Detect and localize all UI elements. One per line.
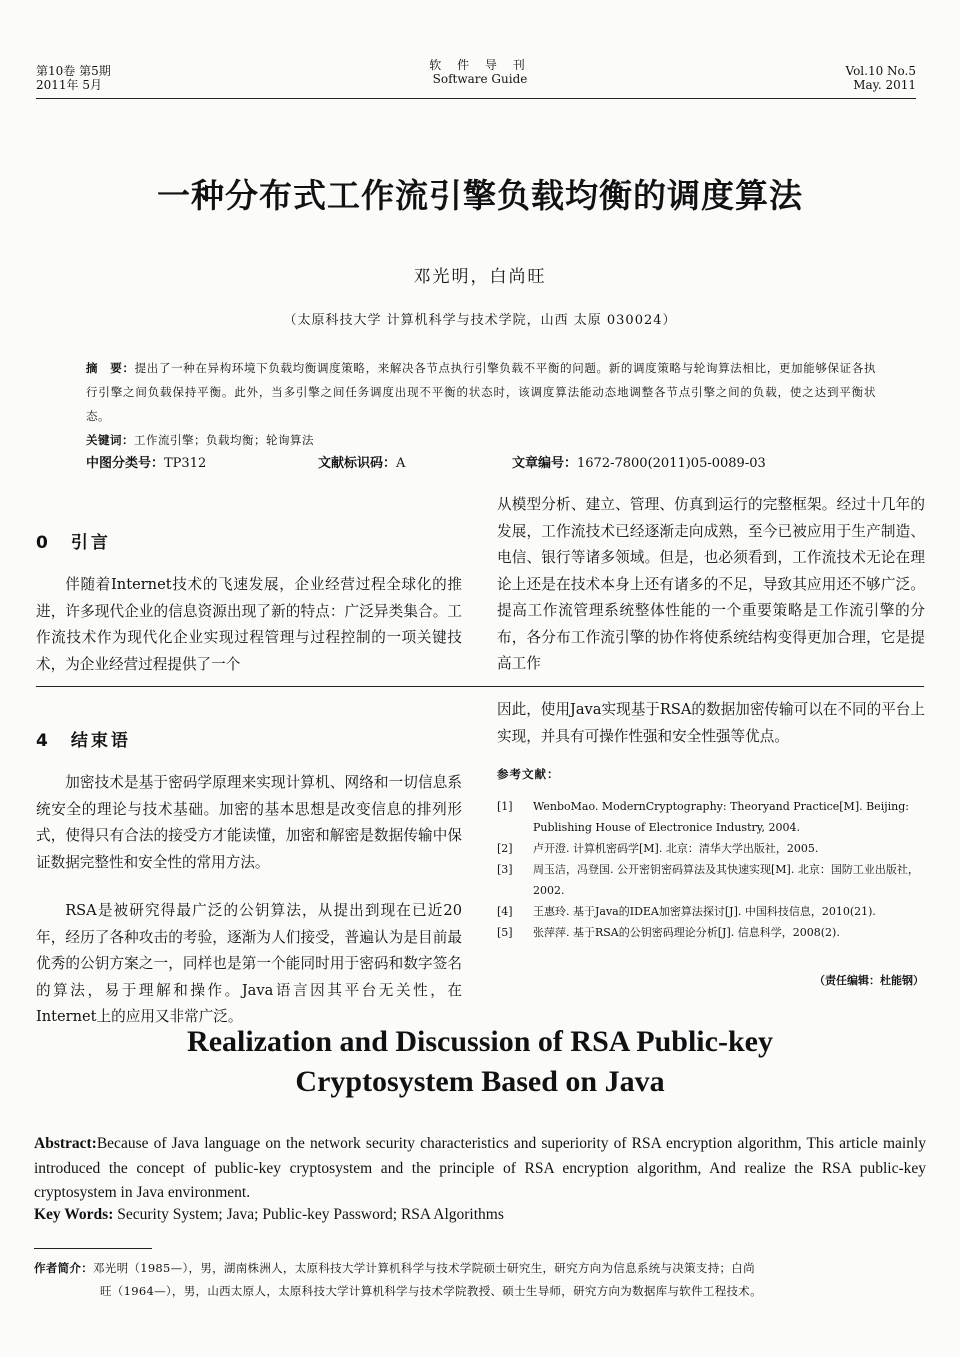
article-number <box>512 455 766 473</box>
reference-text: 周玉洁，冯登国. 公开密钥密码算法及其快速实现[M]. 北京：国防工业出版社，2002. <box>533 863 919 897</box>
clc-label: 中图分类号： <box>86 456 165 471</box>
reference-number: [3] <box>497 863 513 876</box>
header-journal-name <box>380 58 580 86</box>
keywords-en-label: Key Words: <box>34 1206 114 1223</box>
header-date-en: May. 2011 <box>853 78 916 92</box>
keywords-en-text: Security System; Java; Public-key Password; RSA Algorithms <box>113 1206 504 1223</box>
section-0-paragraph: 伴随着Internet技术的飞速发展，企业经营过程全球化的推进，许多现代企业的信息资源出现了新的特点：广泛异类集合。工作流技术作为现代化企业实现过程管理与过程控制的一项关键技术，为企业经营过程提供了一个 <box>36 576 462 673</box>
paper-authors: 邓光明，白尚旺 <box>413 267 547 287</box>
abstract-en-label: Abstract: <box>34 1135 97 1152</box>
references-list <box>497 796 925 943</box>
reference-text: 张萍萍. 基于RSA的公钥密码理论分析[J]. 信息科学，2008(2). <box>533 926 840 939</box>
footnote-line1: 邓光明（1985—），男，湖南株洲人，太原科技大学计算机科学与技术学院硕士研究生，研究方向为信息系统与决策支持；白尚 <box>93 1261 755 1275</box>
art-value: 1672-7800(2011)05-0089-03 <box>577 456 766 471</box>
reference-item <box>497 859 925 901</box>
keywords-cn <box>86 430 314 450</box>
section-4-heading: 4 结束语 <box>36 731 131 751</box>
clc-value: TP312 <box>164 456 207 471</box>
references-title: 参考文献： <box>497 767 560 781</box>
paper-title-en <box>0 1022 960 1102</box>
reference-text: 王惠玲. 基于Java的IDEA加密算法探讨[J]. 中国科技信息，2010(21). <box>533 905 876 918</box>
reference-item <box>497 796 925 838</box>
paper-affiliation: （太原科技大学 计算机科学与技术学院，山西 太原 030024） <box>283 313 677 328</box>
footnote-line2: 旺（1964—），男，山西太原人，太原科技大学计算机科学与技术学院教授、硕士生导师，研究方向为数据库与软件工程技术。 <box>100 1284 762 1298</box>
art-label: 文章编号： <box>512 456 578 471</box>
reference-item <box>497 901 925 922</box>
doc-value: A <box>396 456 406 471</box>
section-0-heading: 0 引言 <box>36 533 111 553</box>
abstract-en <box>34 1132 926 1206</box>
header-volume-info <box>36 64 111 92</box>
page-break-rule <box>36 686 924 687</box>
abstract-en-text: Because of Java language on the network security characteristics and superiority of RSA encryption algorithm, This article mainly introduced the concept of public-key cryptosystem and the principle of RSA encryption algorithm, And realize the RSA public-key cryptosystem in Java environment. <box>34 1135 926 1201</box>
footnote-rule <box>34 1248 152 1249</box>
keywords-cn-text: 工作流引擎；负载均衡；轮询算法 <box>134 433 314 447</box>
section-4-paragraph-1: 加密技术是基于密码学原理来实现计算机、网络和一切信息系统安全的理论与技术基础。加密的基本思想是改变信息的排列形式，使得只有合法的接受方才能读懂，加密和解密是数据传输中保证数据完整性和安全性的常用方法。 <box>36 774 462 871</box>
clc-number <box>86 455 206 473</box>
right-column-bottom-paragraph: 因此，使用Java实现基于RSA的数据加密传输可以在不同的平台上实现，并具有可操作性强和安全性强等优点。 <box>497 701 925 745</box>
reference-text: WenboMao. ModernCryptography: Theoryand Practice[M]. Beijing: Publishing House of Electronice Industry, 2004. <box>533 800 909 834</box>
author-footnote <box>34 1257 926 1303</box>
paper-title-en-line1: Realization and Discussion of RSA Public-key <box>187 1025 773 1058</box>
footnote-label: 作者简介： <box>34 1261 93 1275</box>
section-4-paragraph-2: RSA是被研究得最广泛的公钥算法，从提出到现在已近20年，经历了各种攻击的考验，逐渐为人们接受，普遍认为是目前最优秀的公钥方案之一，同样也是第一个能同时用于密码和数字签名的算法，易于理解和操作。Java语言因其平台无关性，在Internet上的应用又非常广泛。 <box>36 902 462 1025</box>
abstract-cn-text: 提出了一种在异构环境下负载均衡调度策略，来解决各节点执行引擎负载不平衡的问题。新的调度策略与轮询算法相比，更加能够保证各执行引擎之间负载保持平衡。此外，当多引擎之间任务调度出现不平衡的状态时，该调度算法能动态地调整各节点引擎之间的负载，使之达到平衡状态。 <box>86 361 876 423</box>
paper-title-cn: 一种分布式工作流引擎负载均衡的调度算法 <box>157 176 803 215</box>
reference-item <box>497 838 925 859</box>
abstract-cn <box>86 356 876 428</box>
reference-number: [2] <box>497 842 513 855</box>
header-journal-cn: 软 件 导 刊 <box>429 58 531 72</box>
reference-number: [1] <box>497 800 513 813</box>
abstract-cn-label: 摘 要： <box>86 361 135 375</box>
doc-label: 文献标识码： <box>318 456 397 471</box>
paper-title-en-line2: Cryptosystem Based on Java <box>295 1065 665 1098</box>
header-rule <box>36 98 916 99</box>
reference-item <box>497 922 925 943</box>
header-journal-en: Software Guide <box>432 72 528 86</box>
reference-number: [5] <box>497 926 513 939</box>
header-date: 2011年 5月 <box>36 78 102 92</box>
header-volume-en <box>846 64 917 92</box>
reference-text: 卢开澄. 计算机密码学[M]. 北京：清华大学出版社，2005. <box>533 842 819 855</box>
responsible-editor: （责任编辑：杜能钢） <box>814 974 924 987</box>
keywords-cn-label: 关键词： <box>86 433 134 447</box>
reference-number: [4] <box>497 905 513 918</box>
header-volume: 第10卷 第5期 <box>36 64 111 78</box>
header-vol-en: Vol.10 No.5 <box>845 64 916 78</box>
right-column-top-paragraph: 从模型分析、建立、管理、仿真到运行的完整框架。经过十几年的发展，工作流技术已经逐渐走向成熟，至今已被应用于生产制造、电信、银行等诸多领域。但是，也必须看到，工作流技术无论在理论上还是在技术本身上还有诸多的不足，导致其应用还不够广泛。提高工作流管理系统整体性能的一个重要策略是工作流引擎的分布，各分布工作流引擎的协作将使系统结构变得更加合理，它是提高工作 <box>497 496 925 672</box>
doc-code <box>318 455 405 473</box>
keywords-en <box>34 1206 504 1224</box>
